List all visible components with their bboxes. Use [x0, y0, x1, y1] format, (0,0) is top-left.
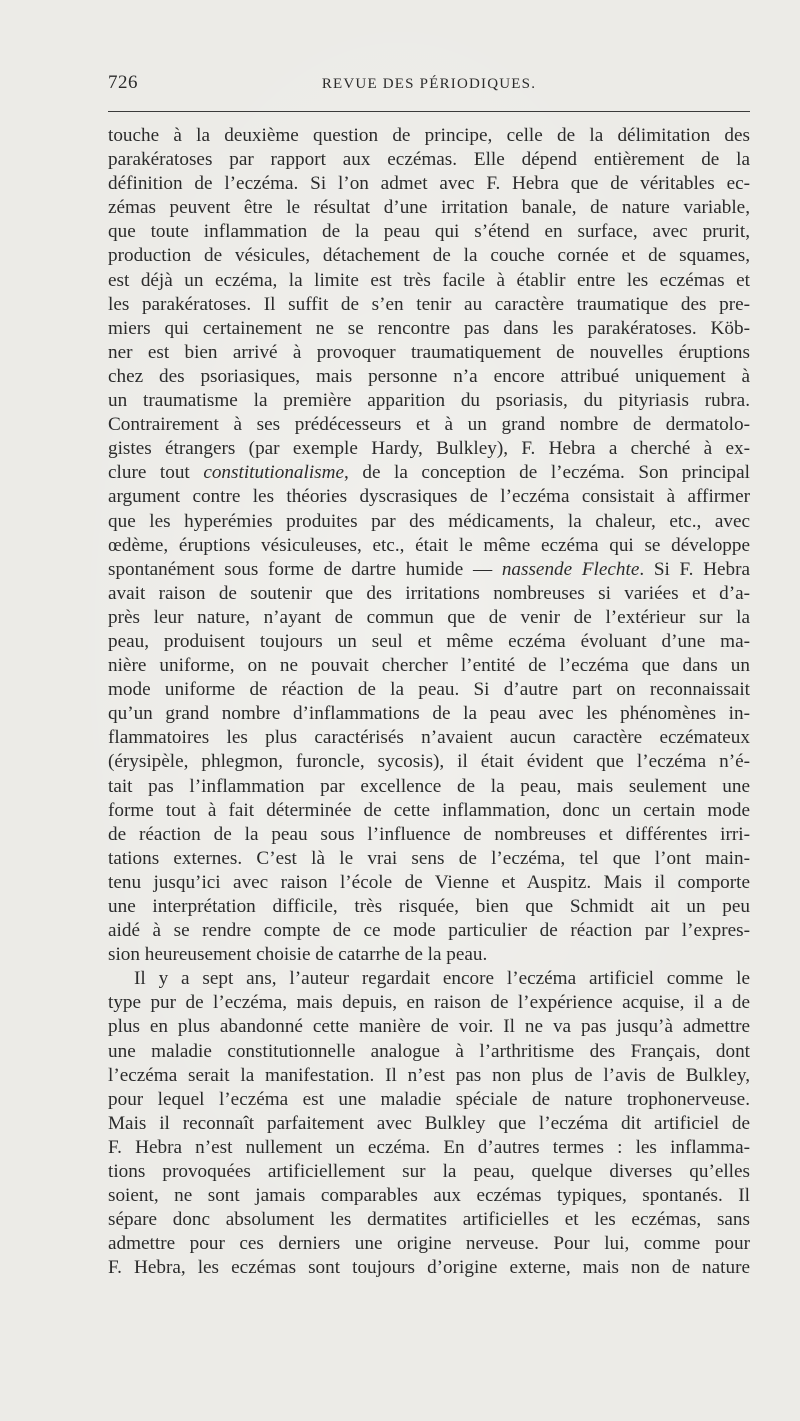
text-line: miers qui certainement ne se rencontre pas dans les parakératoses. Köb-	[108, 317, 750, 339]
text-line: une interprétation difficile, très risquée, bien que Schmidt ait un peu	[108, 896, 750, 917]
text-line: pour lequel l’eczéma est une maladie spéciale de nature trophonerveuse.	[108, 1088, 750, 1110]
text-line: forme tout à fait déterminée de cette inflammation, donc un certain mode	[108, 799, 750, 821]
text-line: tations externes. C’est là le vrai sens de l’eczéma, tel que l’ont main-	[108, 847, 750, 869]
page-number: 726	[108, 72, 138, 93]
text-line: une maladie constitutionnelle analogue à l’arthritisme des Français, dont	[108, 1040, 750, 1062]
text-line: plus en plus abandonné cette manière de voir. Il ne va pas jusqu’à admettre	[108, 1016, 750, 1038]
text-line: sépare donc absolument les dermatites artificielles et les eczémas, sans	[108, 1209, 750, 1231]
text-line: sion heureusement choisie de catarrhe de la peau.	[108, 944, 488, 966]
text-line: tenu jusqu’ici avec raison l’école de Vienne et Auspitz. Mais il comporte	[108, 871, 750, 893]
text-line: que toute inflammation de la peau qui s’étend en surface, avec prurit,	[108, 221, 750, 243]
text-line: tions provoquées artificiellement sur la peau, quelque diverses qu’elles	[108, 1161, 750, 1183]
text-line: ner est bien arrivé à provoquer traumatiquement de nouvelles éruptions	[108, 341, 750, 363]
text-line: chez des psoriasiques, mais personne n’a encore attribué uniquement à	[108, 365, 750, 387]
text-line: argument contre les théories dyscrasiques de l’eczéma consistait à affirmer	[108, 486, 750, 508]
text-line: près leur nature, n’ayant de commun que de venir de l’extérieur sur la	[108, 606, 750, 628]
text-line: mode uniforme de réaction de la peau. Si d’autre part on reconnaissait	[108, 679, 750, 701]
text-line: aidé à se rendre compte de ce mode particulier de réaction par l’expres-	[108, 920, 750, 942]
text-line: que les hyperémies produites par des médicaments, la chaleur, etc., avec	[108, 510, 750, 532]
running-title: REVUE DES PÉRIODIQUES.	[321, 76, 537, 92]
text-line: Mais il reconnaît parfaitement avec Bulkley que l’eczéma dit artificiel de	[108, 1112, 750, 1134]
text-line: production de vésicules, détachement de la couche cornée et de squames,	[108, 245, 750, 267]
text-line: est déjà un eczéma, la limite est très facile à établir entre les eczémas et	[108, 269, 750, 291]
body-text	[108, 124, 750, 1281]
text-line: flammatoires les plus caractérisés n’avaient aucun caractère eczémateux	[108, 727, 750, 749]
text-line: tait pas l’inflammation par excellence de la peau, mais seulement une	[108, 775, 750, 797]
text-line: nière uniforme, on ne pouvait chercher l’entité de l’eczéma que dans un	[108, 655, 750, 677]
text-line: clure tout constitutionalisme, de la conception de l’eczéma. Son principal	[108, 462, 751, 484]
text-line: un traumatisme la première apparition du psoriasis, du pityriasis rubra.	[108, 390, 750, 412]
text-line: les parakératoses. Il suffit de s’en tenir au caractère traumatique des pre-	[108, 293, 750, 315]
page-header	[108, 70, 750, 102]
text-line: qu’un grand nombre d’inflammations de la peau avec les phénomènes in-	[108, 703, 750, 725]
text-line: spontanément sous forme de dartre humide — nassende Flechte. Si F. Hebra	[108, 558, 750, 580]
text-line: gistes étrangers (par exemple Hardy, Bulkley), F. Hebra a cherché à ex-	[108, 438, 750, 460]
text-line: œdème, éruptions vésiculeuses, etc., était le même eczéma qui se développe	[108, 534, 750, 556]
text-line: de réaction de la peau sous l’influence de nombreuses et différentes irri-	[108, 823, 750, 845]
italic-term: nassende Flechte	[501, 558, 640, 580]
text-line: peau, produisent toujours un seul et même eczéma évoluant d’une ma-	[108, 630, 750, 652]
text-line: F. Hebra n’est nullement un eczéma. En d’autres termes : les inflamma-	[108, 1136, 750, 1158]
text-line: (érysipèle, phlegmon, furoncle, sycosis), il était évident que l’eczéma n’é-	[108, 751, 750, 773]
text-line: Il y a sept ans, l’auteur regardait encore l’eczéma artificiel comme le	[134, 968, 750, 990]
text-line: soient, ne sont jamais comparables aux eczémas typiques, spontanés. Il	[108, 1185, 750, 1207]
italic-term: constitutionalisme	[203, 462, 345, 484]
text-line: touche à la deuxième question de principe, celle de la délimitation des	[108, 125, 750, 146]
text-line: avait raison de soutenir que des irritations nombreuses si variées et d’a-	[108, 582, 750, 604]
header-rule	[108, 111, 750, 112]
text-line: F. Hebra, les eczémas sont toujours d’origine externe, mais non de nature	[108, 1257, 750, 1279]
text-line: parakératoses par rapport aux eczémas. Elle dépend entièrement de la	[108, 149, 750, 171]
text-line: définition de l’eczéma. Si l’on admet avec F. Hebra que de véritables ec-	[108, 173, 750, 195]
text-line: admettre pour ces derniers une origine nerveuse. Pour lui, comme pour	[108, 1233, 750, 1255]
text-line: l’eczéma serait la manifestation. Il n’est pas non plus de l’avis de Bulkley,	[108, 1064, 750, 1086]
text-line: Contrairement à ses prédécesseurs et à un grand nombre de dermatolo-	[108, 414, 750, 436]
text-line: type pur de l’eczéma, mais depuis, en raison de l’expérience acquise, il a de	[108, 992, 750, 1014]
text-line: zémas peuvent être le résultat d’une irritation banale, de nature variable,	[108, 197, 750, 219]
